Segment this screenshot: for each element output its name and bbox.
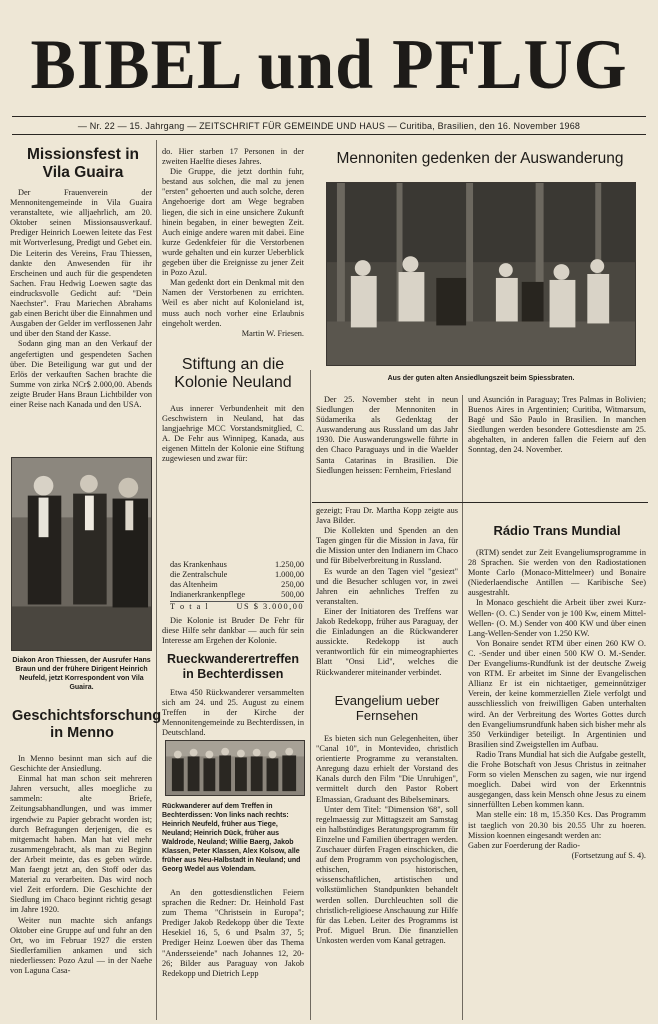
paragraph: Aus innerer Verbundenheit mit den Geschwistern in Neuland, hat das langjaehrige MCC Vorstandsmitglied, C. A. De Fehr aus Winnipeg, Kanada, aus eigenen Mitteln der Kolonie eine Stiftung zugewiesen und zwar für: bbox=[162, 404, 304, 464]
donation-amount: 1.000,00 bbox=[274, 570, 304, 580]
paragraph: Es wurde an den Tagen viel "gesiezt" und die Besucher schlugen vor, in zwei Jahren ein aehnliches Treffen zu veranstalten. bbox=[316, 566, 458, 606]
donation-item: Indianerkrankenpflege bbox=[170, 590, 246, 600]
paragraph: Unter dem Titel: "Dimension '68", soll regelmaessig zur Mittagszeit am Samstag ein halbstündiges Beratungsprogramm für Einzelne und Familien übertragen werden. Zuschauer dürfen Fragen einschicken, die auf dem Programm von psychologischen, ethischen, historischen, wissenschaftlichen, artistischen und volkstümlichen Standpunkten behandelt werden sollen. Durchleuchten soll die christlich-religioese Anschauung zur Hilfe für das Leben. Leiter des Programms ist Prof. Miguel Brun. Die finanziellen Unkosten werden vom Kanal getragen. bbox=[316, 804, 458, 945]
donation-row bbox=[170, 560, 304, 570]
article-mennoniten-col-a bbox=[316, 395, 458, 499]
caption-missionsfest: Diakon Aron Thiessen, der Ausrufer Hans Braun und der frühere Dirigent Heinrich Neufeld, jetzt Korrespondent von Vila Guaira. bbox=[12, 657, 151, 691]
column-divider bbox=[310, 370, 311, 1020]
article-mennoniten-col-b bbox=[468, 395, 646, 487]
paragraph: gezeigt; Frau Dr. Martha Kopp zeigte aus Java Bilder. bbox=[316, 506, 458, 526]
paragraph: Einer der Initiatoren des Treffens war Jakob Redekopp, früher aus Paraguay, der die Einladungen an die Rückwanderer aussickte. Redekopp ist auch verantwortlich für ein mimeographiertes Blatt "Onsi Lid", welches die Rückwanderer miteinander verbindet. bbox=[316, 606, 458, 677]
donation-total-row bbox=[170, 601, 304, 612]
paragraph: Sodann ging man an den Verkauf der angefertigten und gespendeten Sachen über. Die Beteiligung war gut und der Erlös der verkauften Sachen brachte die Summe von zirka NCr$ 2.000,00. Abends zeigte Bruder Hans Braun Lichtbilder von einer Reise nach Kanada und den USA. bbox=[10, 339, 152, 409]
paragraph: An den gottesdienstlichen Feiern sprachen die Redner: Dr. Heinhold Fast zum Thema "Christsein in Europa"; Prediger Jakob Redekopp über die Texte Hesekiel 16, 5, 6 und Psalm 37, 5; Prediger Heinz Loewen über das Thema "Andersseiende" nach Johannes 12, 20-26; Bilder aus Paraguay von Jakob Redekopp und Dietrich Lepp bbox=[162, 888, 304, 978]
paragraph: (RTM) sendet zur Zeit Evangeliumsprogramme in 28 Sprachen. Sie werden von den Radiostationen Monte Carlo (Monaco-Mittelmeer) und Bonaire (Niederlaendische Antillen — Karibische See) ausgestrahlt. bbox=[468, 548, 646, 598]
donation-amount: 250,00 bbox=[281, 580, 304, 590]
headline-stiftung: Stiftung an die Kolonie Neuland bbox=[174, 356, 292, 392]
article-geschichtsforschung-continued bbox=[162, 147, 304, 353]
paragraph: Radio Trans Mundial hat sich die Aufgabe gestellt, die Frohe Botschaft von Jesus Christus in zeitnaher Form so vielen Menschen zu sagen, wie nur irgend moeglich. Dabei wird von der Erkenntnis ausgegangen, dass kein Mensch ohne Jesus zu einem sinnerfüllten Leben kommen kann. bbox=[468, 749, 646, 810]
paragraph: Die Kolonie ist Bruder De Fehr für diese Hilfe sehr dankbar — auch für sein Interesse am Ergehen der Kolonie. bbox=[162, 616, 304, 646]
paragraph: Von Bonaire sendet RTM über einen 260 KW O. C. -Sender und über einen 500 KW O. M.-Sender. Der Evangeliums-Rundfunk ist der deutsche Zweig von RTM. Er arbeitet im Sinne der Evangelischen Allianz Er ist ein nichtaetiger, gemeinnütziger Verein, der keine kommerziellen Ziele verfolgt und ausschliesslich von freiwilligen Gaben unterhalten wird. An der Verbreitung des Wortes Gottes durch den Evangeliumsrundfunk haben sich bisher mehr als 350 Verkündiger beteiligt. In Argentinien und Brasilien sind Zweigstellen im Aufbau. bbox=[468, 638, 646, 749]
article-rueckwanderer-continued bbox=[162, 888, 304, 1018]
paragraph: Die Kollekten und Spenden an den Tagen gingen für die Mission in Java, für die Mission unter den Indianern im Chaco und für Bibelverbreitung in Russland. bbox=[316, 526, 458, 566]
donation-amount: 1.250,00 bbox=[274, 560, 304, 569]
photo-mennoniten-image bbox=[327, 183, 635, 365]
paragraph: do. Hier starben 17 Personen in der zweiten Haelfte dieses Jahres. bbox=[162, 147, 304, 167]
donation-item: das Krankenhaus bbox=[170, 560, 227, 569]
donation-amount: 500,00 bbox=[281, 590, 304, 600]
photo-missionsfest-image bbox=[12, 458, 151, 650]
donation-item: die Zentralschule bbox=[170, 570, 228, 580]
paragraph: Der Frauenverein der Mennonitengemeinde in Vila Guaira veranstaltete, wie alljaehrlich, am 20. Oktober seinen Missionsausverkauf. Prediger Heinrich Loewen leitete das Fest mit Wortverlesung, Predigt und Gebet ein. Die Leiterin des Vereins, Frau Thiessen, dankte den Anwesenden für ihr Erscheinen und auch für die gespendeten Sachen. Frau Hedwig Loewen sagte das eindrucksvolle Gedicht auf: "Dein Naechster". Frau Mariechen Abrahams gab einen Bericht über die Einnahmen und Ausgaben der Gelder im verflossenen Jahr und über den Stand der Kasse. bbox=[10, 188, 152, 339]
donation-row bbox=[170, 580, 304, 590]
photo-rueckwanderer-image bbox=[166, 741, 304, 795]
section-rule bbox=[312, 502, 648, 503]
paragraph: Weiter nun machte sich anfangs Oktober eine Gruppe auf und fuhr an den Ort, wo im Februar 1927 die ersten Siedlerfamilien ankamen und sich niederliessen: Pozo Azul — in der Naehe von Laguna Casa- bbox=[10, 915, 152, 975]
donation-table bbox=[170, 560, 304, 612]
headline-evangelium: Evangelium ueber Fernsehen bbox=[334, 693, 440, 723]
paragraph: Gaben zur Foerderung der Radio- bbox=[468, 840, 580, 850]
column-divider bbox=[462, 395, 463, 1020]
paragraph: In Menno besinnt man sich auf die Geschichte der Ansiedlung. bbox=[10, 754, 152, 774]
paragraph: Man stelle ein: 18 m, 15.350 Kcs. Das Programm ist taeglich von 20.30 bis 20.55 Uhr zu hoeren. Mission koennen eingesandt werden an: bbox=[468, 810, 646, 840]
paragraph: Man gedenkt dort ein Denkmal mit den Namen der Verstorbenen zu errichten. Weil es aber nicht auf Kolonieland ist, muss auch noch vorher eine Erlaubnis eingeholt werden. bbox=[162, 278, 304, 328]
donation-row bbox=[170, 590, 304, 600]
paragraph: Es bieten sich nun Gelegenheiten, über "Canal 10", in Montevideo, christlich orientierte Programme zu veranstalten. Anregung dazu erhielt der Vorstand des Kanals durch den Film "Die Unruhigen", vermittelt durch den Pastor Robert Elmassian, Graduant des Bibelseminars. bbox=[316, 734, 458, 804]
article-rueckwanderer bbox=[162, 688, 304, 738]
paragraph: In Monaco geschieht die Arbeit über zwei Kurz-Wellen- (O. C.) Sender von je 100 Kw, einem Mittel-Wellen- (O. M.) Sender von 400 KW und über einen Lang-Wellen-Sender von 1.250 KW. bbox=[468, 598, 646, 638]
donation-row bbox=[170, 570, 304, 580]
caption-rueckwanderer: Rückwanderer auf dem Treffen in Bechterdissen: Von links nach rechts: Heinrich Neufeld, früher aus Tiege, Neuland; Heinrich Dück, früher aus Waldrode, Neuland; Willie Baerg, Jakob Klassen, Peter Klassen, Alex Kolsow, alle früher aus Neu-Halbstadt in Neuland; und Georg Wedel aus Volendam. bbox=[162, 803, 301, 873]
article-stiftung bbox=[162, 404, 304, 556]
article-geschichtsforschung bbox=[10, 754, 152, 1016]
dateline: — Nr. 22 — 15. Jahrgang — ZEITSCHRIFT FÜR GEMEINDE UND HAUS — Curitiba, Brasilien, den 16. November 1968 bbox=[77, 121, 581, 131]
author-signature: Martin W. Friesen. bbox=[241, 328, 304, 338]
headline-radio: Rádio Trans Mundial bbox=[493, 523, 621, 538]
donation-item: das Altenheim bbox=[170, 580, 218, 590]
donation-total-label: T o t a l bbox=[170, 602, 210, 612]
paragraph: Die Gruppe, die jetzt dorthin fuhr, bestand aus solchen, die mal zu jenen "ersten" gehoerten und auch solche, deren Angehoerige dort am Wege begraben liegen, die sich in eine unsichere Zukunft hinein begaben, in einer bewegten Zeit. Auch einige andere waren mit dabei. Eine kurze Gedenkfeier für die Verstorbenen wurde gehalten und ein kurzer Ueberblick gegeben über die Ereignisse zu jener Zeit in Pozo Azul. bbox=[162, 167, 304, 278]
article-stiftung-closing bbox=[162, 616, 304, 648]
headline-missionsfest: Missionsfest in Vila Guaira bbox=[27, 146, 139, 181]
paragraph: und Asunción in Paraguay; Tres Palmas in Bolivien; Buenos Aires in Argentinien; Curitiba, Witmarsum, Bagé und São Paulo in Brasilien. In manchen Siedlungen werden besondere Gottesdienste am 25. abgehalten, in anderen fallen die Feiern auf den Sonntag, den 24. November. bbox=[468, 395, 646, 455]
masthead-title: BIBEL und PFLUG bbox=[30, 24, 628, 104]
paragraph: Einmal hat man schon seit mehreren Jahren versucht, alles moegliche zu sammeln: alte Briefe, Zeitungsabhandlungen, und was immer irgendwie zu Papier gebracht worden ist; durch Befragungen derjenigen, die es mitgemacht haben. Man hat viel mehr zusammengebracht, als man zu Beginn der Arbeit meinte, das es geben würde. Man faengt jetzt an, den Stoff oder das Material zu verarbeiten. Das wird noch viel Zeit erfordern. Die Geschichte der Siedlung im Chaco beginnt richtig gesagt im Jahre 1920. bbox=[10, 774, 152, 915]
masthead-rule-bottom bbox=[12, 134, 646, 135]
continuation-note: (Fortsetzung auf S. 4). bbox=[571, 850, 646, 860]
photo-missionsfest bbox=[11, 457, 152, 651]
paragraph: Etwa 450 Rückwanderer versammelten sich am 24. und 25. August zu einem Treffen in der Kirche der Mennonitengemeinde zu Bechterdissen, in Deutschland. bbox=[162, 688, 304, 738]
photo-rueckwanderer bbox=[165, 740, 305, 796]
paragraph: Der 25. November steht in neun Siedlungen der Mennoniten in Südamerika als Gedenktag der Auswanderung aus Russland um das Jahr 1930. Die Auswanderungswelle führte in den Chaco Paraguays und in die Waelder Santa Catarinas in Brasilien. Die Siedlungen heissen: Fernheim, Friesland bbox=[316, 395, 458, 475]
photo-mennoniten bbox=[326, 182, 636, 366]
article-evangelium bbox=[316, 734, 458, 1018]
headline-mennoniten: Mennoniten gedenken der Auswanderung bbox=[336, 150, 624, 167]
article-radio bbox=[468, 548, 646, 1018]
headline-geschichtsforschung: Geschichtsforschung in Menno bbox=[12, 708, 162, 741]
article-missionsfest bbox=[10, 188, 152, 458]
headline-rueckwanderer: Rueckwanderertreffen in Bechterdissen bbox=[167, 652, 299, 681]
article-rueckwanderer-col3 bbox=[316, 506, 458, 690]
column-divider bbox=[156, 140, 157, 1020]
masthead-rule-top bbox=[12, 116, 646, 117]
donation-total-amount: US $ 3.000,00 bbox=[236, 602, 304, 612]
caption-mennoniten: Aus der guten alten Ansiedlungszeit beim Spiessbraten. bbox=[387, 375, 575, 382]
